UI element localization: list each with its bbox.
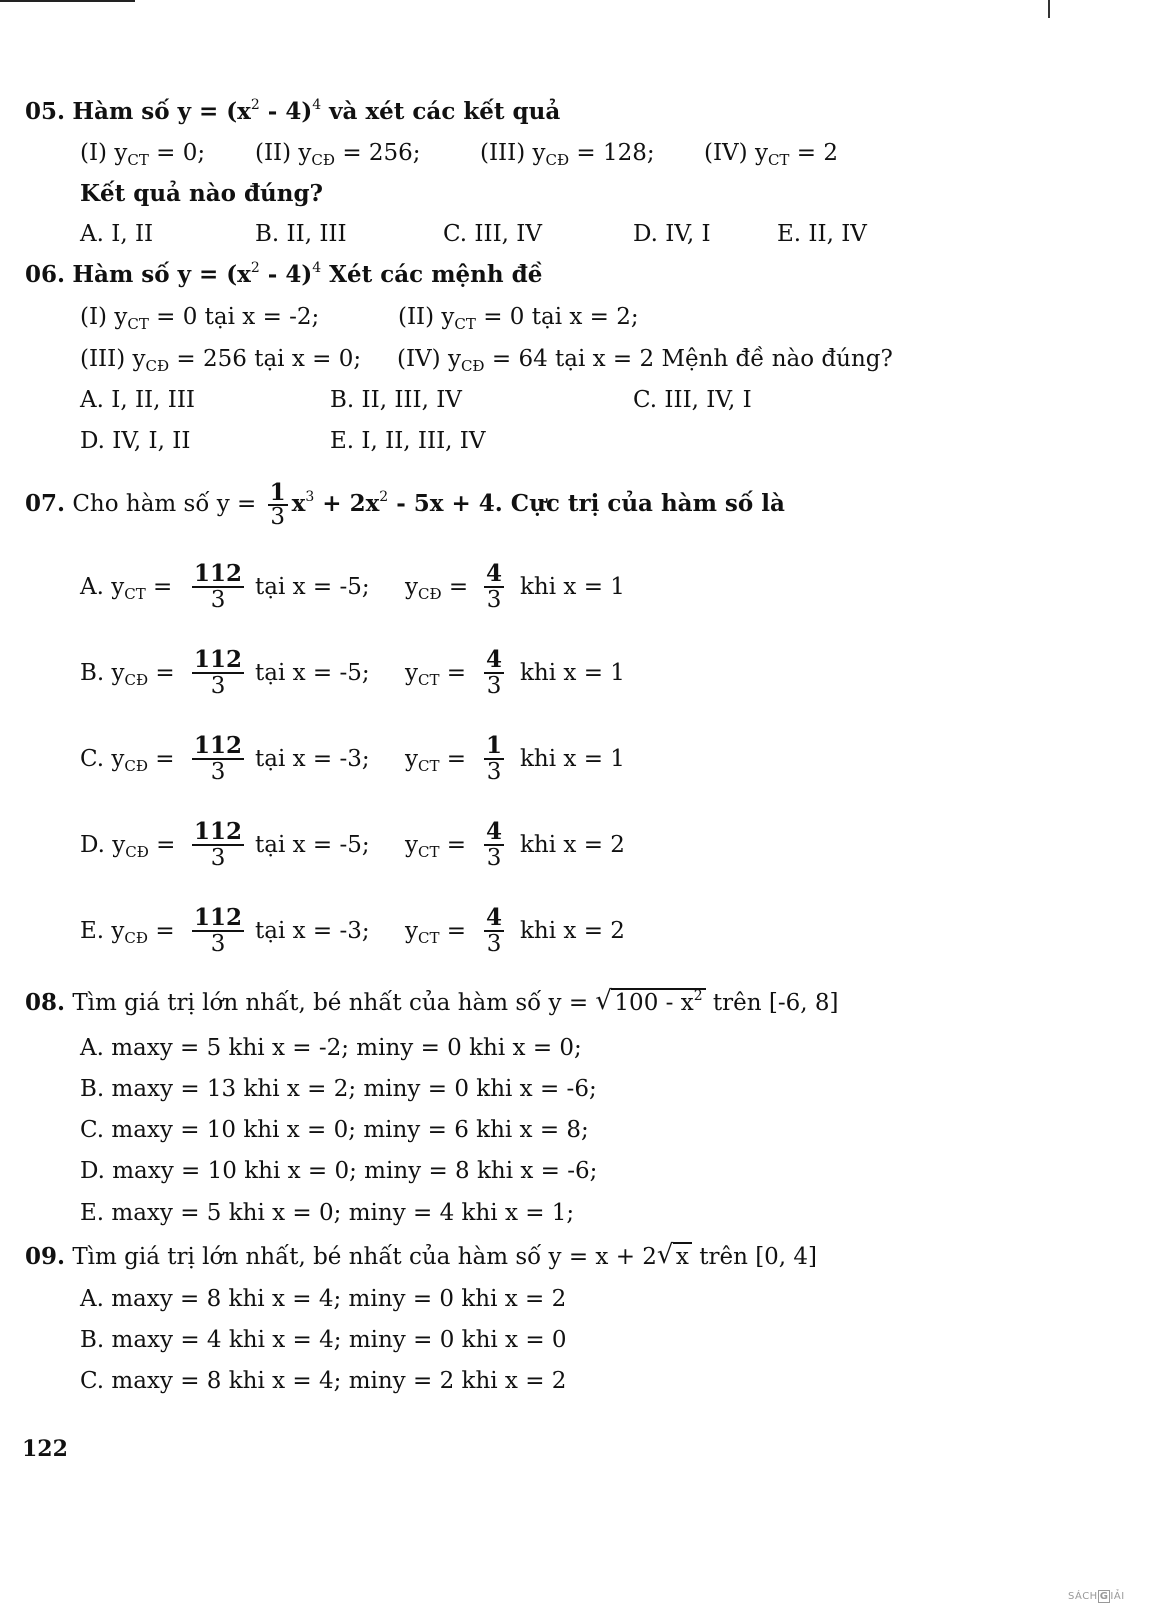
q06-option-c: C. III, IV, I	[633, 387, 752, 413]
edge-mark	[1048, 0, 1050, 18]
watermark-logo: SÁCH G IẢI	[1068, 1591, 1125, 1602]
q06-option-a: A. I, II, III	[80, 387, 195, 413]
q06-number: 06.	[25, 261, 66, 288]
q05-option-b: B. II, III	[255, 221, 347, 247]
q08-option-b: B. maxy = 13 khi x = 2; miny = 0 khi x = -6;	[80, 1076, 597, 1102]
q09-option-a: A. maxy = 8 khi x = 4; miny = 0 khi x = 2	[80, 1286, 567, 1312]
q07-option-a: A. $y_{CT}$ = $\frac{112}{3}$ tại x = -5; $y_{CĐ}$ = $\frac{4}{3}$ khi x = 1	[80, 560, 625, 613]
q07-option-e: E. $y_{CĐ}$ = $\frac{112}{3}$ tại x = -3; $y_{CT}$ = $\frac{4}{3}$ khi x = 2	[80, 904, 625, 957]
q07-option-d: D. $y_{CĐ}$ = $\frac{112}{3}$ tại x = -5; $y_{CT}$ = $\frac{4}{3}$ khi x = 2	[80, 818, 625, 871]
q09-option-c: C. maxy = 8 khi x = 4; miny = 2 khi x = 2	[80, 1368, 567, 1394]
q06-option-b: B. II, III, IV	[330, 387, 462, 413]
q06-option-e: E. I, II, III, IV	[330, 428, 486, 454]
q08-option-a: A. maxy = 5 khi x = -2; miny = 0 khi x = 0;	[80, 1035, 582, 1061]
page-number: 122	[22, 1436, 68, 1462]
q08-sqrt: √ $100 - x^2$	[595, 988, 705, 1018]
q09-sqrt: √ x	[657, 1242, 692, 1272]
q06-option-d: D. IV, I, II	[80, 428, 191, 454]
q07-option-b: B. $y_{CĐ}$ = $\frac{112}{3}$ tại x = -5; $y_{CT}$ = $\frac{4}{3}$ khi x = 1	[80, 646, 625, 699]
q08-stem: 08. Tìm giá trị lớn nhất, bé nhất của hàm số y = √ $100 - x^2$ trên [-6, 8]	[25, 988, 839, 1018]
q08-option-d: D. maxy = 10 khi x = 0; miny = 8 khi x = -6;	[80, 1158, 598, 1184]
q08-option-c: C. maxy = 10 khi x = 0; miny = 6 khi x = 8;	[80, 1117, 589, 1143]
q07-fraction: $\frac{1}{3}$	[269, 479, 286, 530]
q05-question: Kết quả nào đúng?	[80, 180, 324, 207]
q07-option-c: C. $y_{CĐ}$ = $\frac{112}{3}$ tại x = -3; $y_{CT}$ = $\frac{1}{3}$ khi x = 1	[80, 732, 625, 785]
q07-stem: 07. Cho hàm số y = $\frac{1}{3}$ $x^3 + 2x^2 - 5x + 4$. Cực trị của hàm số là	[25, 479, 785, 530]
q05-option-d: D. IV, I	[633, 221, 711, 247]
q05-stem: 05. Hàm số $y = (x^2 - 4)^4$ và xét các kết quả	[25, 97, 561, 125]
q09-stem: 09. Tìm giá trị lớn nhất, bé nhất của hàm số y = x + 2√ x trên [0, 4]	[25, 1242, 817, 1272]
q08-option-e: E. maxy = 5 khi x = 0; miny = 4 khi x = 1;	[80, 1200, 575, 1226]
q09-number: 09.	[25, 1243, 66, 1270]
q06-stem: 06. Hàm số $y = (x^2 - 4)^4$ Xét các mệnh đề	[25, 260, 543, 288]
top-rule	[0, 0, 135, 2]
q05-option-e: E. II, IV	[777, 221, 867, 247]
book-page: 05. Hàm số $y = (x^2 - 4)^4$ và xét các kết quả (I) $y_{CT} = 0$; (II) $y_{CĐ} = 256$; (III) $y_{CĐ} = 128$; (IV) $y_{CT} = 2$ Kết quả nào đúng? A. I, II B. II, III C. III, IV D. IV, I E. II, IV 06. Hàm số $y = (x^2 - 4)^4$ Xét các mệnh đề (I) $y_{CT} = 0$ tại x = -2; (II) $y_{CT} = 0$ tại x = 2; (III) $y_{CĐ} = 256$ tại x = 0; (IV) $y_{CĐ} = 64$ tại x = 2 Mệnh đề nào đúng? A. I, II, III B. II, III, IV C. III, IV, I D. IV, I, II E. I, II, III, IV 07. Cho hàm số y = $\frac{1}{3}$ $x^3 + 2x^2 - 5x + 4$. Cực trị của hàm số là A. $y_{CT}$ = $\frac{112}{3}$ tại x = -5; $y_{CĐ}$ = $\frac{4}{3}$ khi x = 1 B. $y_{CĐ}$ = $\frac{112}{3}$ tại x = -5; $y_{CT}$ = $\frac{4}{3}$ khi x = 1 C. $y_{CĐ}$ = $\frac{112}{3}$ tại x = -3; $y_{CT}$ = $\frac{1}{3}$ khi x = 1 D. $y_{CĐ}$ = $\frac{112}{3}$ tại x = -5; $y_{CT}$ = $\frac{4}{3}$ khi x = 2 E. $y_{CĐ}$ = $\frac{112}{3}$ tại x = -3; $y_{CT}$ = $\frac{4}{3}$ khi x = 2 08. Tìm giá trị lớn nhất, bé nhất của hàm số y = √ $100 - x^2$ trên [-6, 8] A. maxy = 5 khi x = -2; miny = 0 khi x = 0; B. maxy = 13 khi x = 2; miny = 0 khi x = -6; C. maxy = 10 khi x = 0; miny = 6 khi x = 8; D. maxy = 10 khi x = 0; miny = 8 khi x = -6; E. maxy = 5 khi x = 0; miny = 4 khi x = 1; 09. Tìm giá trị lớn nhất, bé nhất của hàm số y = x + 2√ x trên [0, 4] A. maxy = 8 khi x = 4; miny = 0 khi x = 2 B. maxy = 4 khi x = 4; miny = 0 khi x = 0 C. maxy = 8 khi x = 4; miny = 2 khi x = 2 122 SÁCH G IẢI	[0, 0, 1169, 1611]
q08-number: 08.	[25, 989, 66, 1016]
q05-option-c: C. III, IV	[443, 221, 542, 247]
q09-option-b: B. maxy = 4 khi x = 4; miny = 0 khi x = 0	[80, 1327, 567, 1353]
q05-option-a: A. I, II	[80, 221, 154, 247]
q05-number: 05.	[25, 98, 66, 125]
q07-number: 07.	[25, 490, 66, 517]
